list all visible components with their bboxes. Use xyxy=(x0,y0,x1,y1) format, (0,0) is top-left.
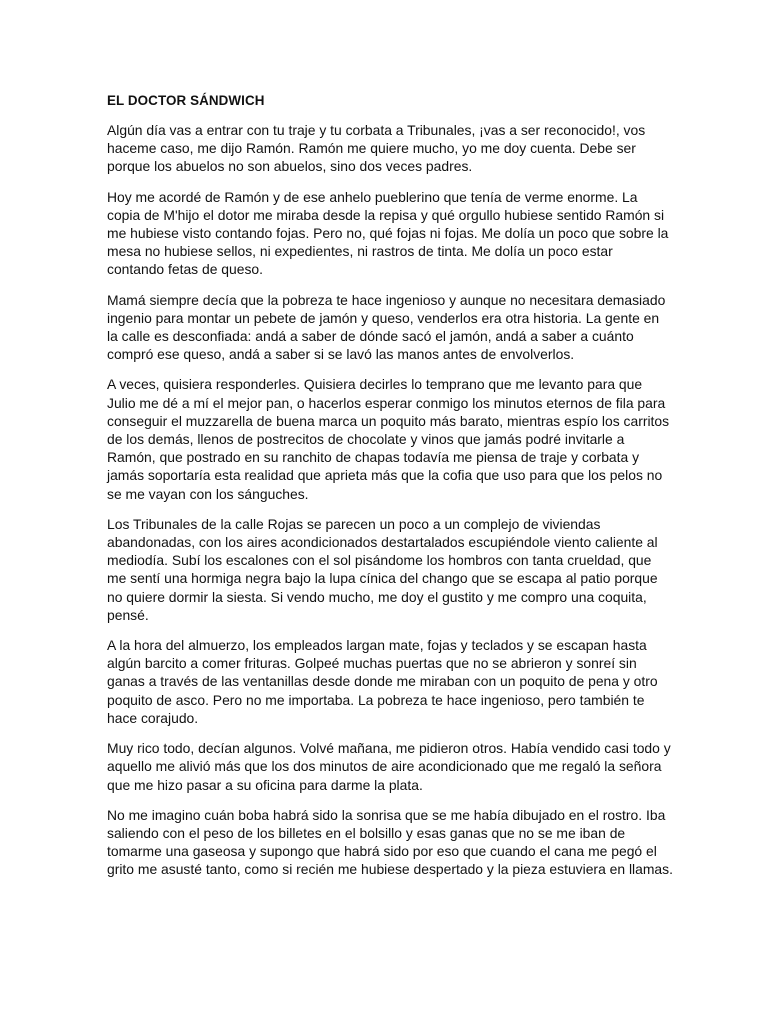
paragraph: Hoy me acordé de Ramón y de ese anhelo pueblerino que tenía de verme enorme. La copia de M'hijo el dotor me miraba desde la repisa y qué orgullo hubiese sentido Ramón si me hubiese visto contando fojas. Pero no, qué fojas ni fojas. Me dolía un poco que sobre la mesa no hubiese sellos, ni expedientes, ni rastros de tinta. Me dolía un poco estar contando fetas de queso. xyxy=(107,188,669,278)
paragraph: Mamá siempre decía que la pobreza te hace ingenioso y aunque no necesitara demasiado ingenio para montar un pebete de jamón y queso, venderlos era otra historia. La gente en la calle es desconfiada: andá a saber de dónde sacó el jamón, andá a saber a cuánto compró ese queso, andá a saber si se lavó las manos antes de envolverlos. xyxy=(107,291,666,363)
paragraph: Los Tribunales de la calle Rojas se parecen un poco a un complejo de viviendas abandonadas, con los aires acondicionados destartalados escupiéndole viento caliente al mediodía. Subí los escalones con el sol pisándome los hombros con tanta crueldad, que me sentí una hormiga negra bajo la lupa cínica del chango que se escapa al patio porque no quiere dormir la siesta. Si vendo mucho, me doy el gustito y me compro una coquita, pensé. xyxy=(107,515,658,623)
paragraph: No me imagino cuán boba habrá sido la sonrisa que se me había dibujado en el rostro. Iba saliendo con el peso de los billetes en el bolsillo y esas ganas que no se me iban de tomarme una gaseosa y supongo que habrá sido por eso que cuando el cana me pegó el grito me asusté tanto, como si recién me hubiese despertado y la pieza estuviera en llamas. xyxy=(107,806,673,878)
paragraph: Muy rico todo, decían algunos. Volvé mañana, me pidieron otros. Había vendido casi todo y aquello me alivió más que los dos minutos de aire acondicionado que me regaló la señora que me hizo pasar a su oficina para darme la plata. xyxy=(107,740,671,793)
paragraph: A veces, quisiera responderles. Quisiera decirles lo temprano que me levanto para que Julio me dé a mí el mejor pan, o hacerlos esperar conmigo los minutos eternos de fila para conseguir el muzzarella de buena marca un poquito más barato, mientras espío los carritos de los demás, llenos de postrecitos de chocolate y vinos que jamás podré invitarle a Ramón, que postrado en su ranchito de chapas todavía me piensa de traje y corbata y jamás soportaría esta realidad que aprieta más que la cofia que uso para que los pelos no se me vayan con los sánguches. xyxy=(107,376,670,502)
paragraph: A la hora del almuerzo, los empleados largan mate, fojas y teclados y se escapan hasta algún barcito a comer frituras. Golpeé muchas puertas que no se abrieron y sonreí sin ganas a través de las ventanillas desde donde me miraban con un poquito de pena y otro poquito de asco. Pero no me importaba. La pobreza te hace ingenioso, pero también te hace corajudo. xyxy=(107,637,658,726)
document-title: EL DOCTOR SÁNDWICH xyxy=(107,93,265,108)
document-page xyxy=(107,93,673,891)
paragraph: Algún día vas a entrar con tu traje y tu corbata a Tribunales, ¡vas a ser reconocido!, vos haceme caso, me dijo Ramón. Ramón me quiere mucho, yo me doy cuenta. Debe ser porque los abuelos no son abuelos, sino dos veces padres. xyxy=(107,122,646,175)
